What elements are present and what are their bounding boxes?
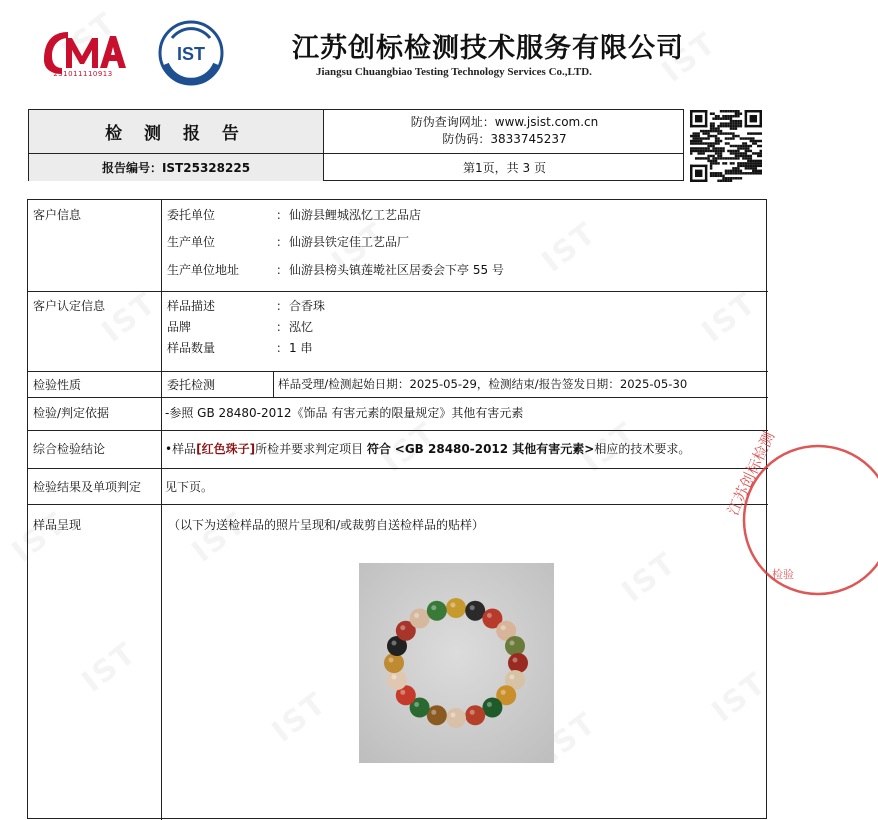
page-number: 第1页，共 3 页 [463, 161, 546, 175]
verification-info [324, 114, 685, 148]
bead [508, 653, 528, 673]
colon: ： [276, 208, 289, 222]
client-value: 仙游县铁定佳工艺品厂 [289, 235, 410, 249]
sample-field: 样品数量 [167, 341, 216, 355]
bead [465, 601, 485, 621]
conclusion-sample: [红色珠子] [196, 442, 256, 456]
bead [482, 698, 502, 718]
sample-photo [359, 563, 554, 763]
info-table [27, 199, 767, 819]
client-confirm-label: 客户认定信息 [33, 299, 106, 313]
result-label: 检验结果及单项判定 [33, 480, 142, 494]
conclusion-suffix: 相应的技术要求。 [594, 442, 691, 456]
qr-code [690, 110, 762, 182]
basis-value: -参照 GB 28480-2012《饰品 有害元素的限量规定》其他有害元素 [165, 406, 524, 420]
bead [410, 609, 430, 629]
conclusion-prefix: •样品 [165, 442, 197, 456]
sample-value: 泓忆 [289, 320, 314, 334]
sample-value: 1 串 [289, 341, 313, 355]
conclusion-mid: 所检并要求判定项目 [255, 442, 364, 456]
bead [387, 670, 407, 690]
verify-code: 防伪码：3833745237 [442, 132, 567, 146]
company-name-cn: 江苏创标检测技术服务有限公司 [292, 33, 684, 64]
sample-value: 合香珠 [289, 299, 326, 313]
inspection-nature-value: 委托检测 [167, 378, 216, 392]
bead [465, 705, 485, 725]
colon: ： [276, 263, 289, 277]
report-title: 检 测 报 告 [29, 110, 323, 153]
client-info-label: 客户信息 [33, 208, 82, 222]
conclusion-verdict: 符合 [366, 442, 391, 456]
colon: ： [276, 235, 289, 249]
sample-field: 品牌 [167, 320, 192, 334]
svg-text:IST: IST [176, 44, 206, 64]
bead [427, 705, 447, 725]
conclusion-text [165, 440, 690, 457]
bead [505, 636, 525, 656]
conclusion-standard: <GB 28480-2012 其他有害元素> [394, 442, 595, 456]
bead [384, 653, 404, 673]
client-value: 仙游县榜头镇莲墘社区居委会下亭 55 号 [289, 263, 504, 277]
result-value: 见下页。 [165, 480, 214, 494]
client-field: 生产单位 [167, 235, 216, 249]
seal-subtext: 检验 [772, 568, 794, 581]
bead [427, 601, 447, 621]
inspection-nature-label: 检验性质 [33, 378, 82, 392]
sample-field: 样品描述 [167, 299, 216, 313]
conclusion-label: 综合检验结论 [33, 442, 106, 456]
cma-number: 231011110913 [53, 70, 113, 78]
report-header-box [28, 109, 684, 181]
colon: ： [276, 320, 289, 334]
basis-label: 检验/判定依据 [33, 406, 110, 420]
report-number: 报告编号：IST25328225 [29, 154, 323, 181]
bead [446, 598, 466, 618]
ist-logo [158, 20, 224, 86]
colon: ： [276, 299, 289, 313]
client-value: 仙游县鲤城泓忆工艺品店 [289, 208, 422, 222]
verify-site: 防伪查询网址：www.jsist.com.cn [410, 115, 599, 129]
company-name-en: Jiangsu Chuangbiao Testing Technology Services Co.,LTD. [316, 66, 592, 78]
seal-text: 江苏创标检测 [723, 428, 779, 519]
bead [446, 708, 466, 728]
client-field: 生产单位地址 [167, 263, 240, 277]
inspection-seal [723, 410, 878, 630]
sample-note: （以下为送检样品的照片呈现和/或裁剪自送检样品的贴样） [168, 518, 485, 532]
inspection-dates: 样品受理/检测起始日期：2025-05-29，检测结束/报告签发日期：2025-05-30 [278, 377, 688, 391]
client-field: 委托单位 [167, 208, 216, 222]
sample-presentation-label: 样品呈现 [33, 518, 82, 532]
colon: ： [276, 341, 289, 355]
